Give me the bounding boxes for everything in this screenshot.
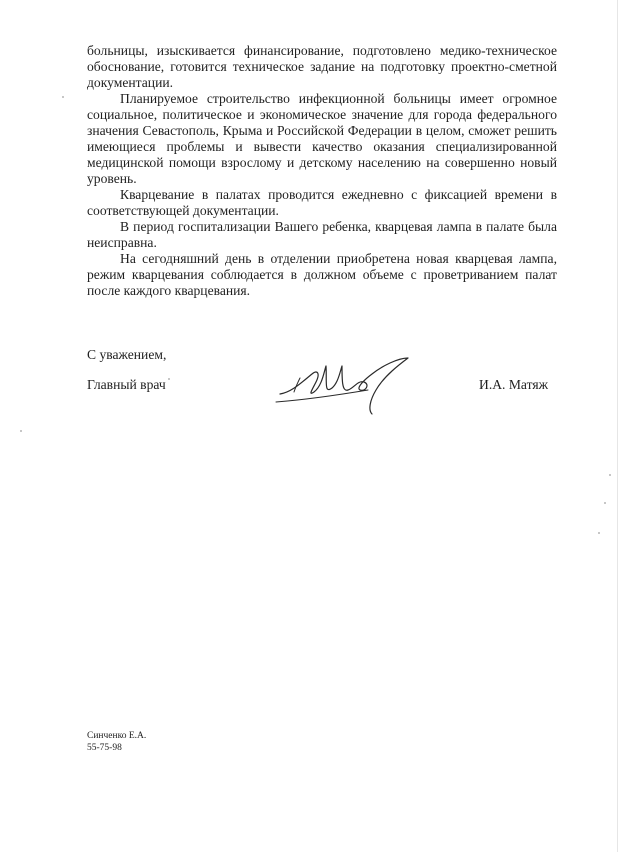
letter-body	[87, 43, 557, 299]
paragraph-continuation: больницы, изыскивается финансирование, подготовлено медико-техническое обоснование, готовится техническое задание на подготовку проектно-сметной документации.	[87, 43, 557, 90]
scan-edge	[617, 0, 618, 852]
executor-phone: 55-75-98	[87, 743, 122, 753]
paragraph-new-lamp: На сегодняшний день в отделении приобретена новая кварцевая лампа, режим кварцевания соблюдается в должном объеме с проветриванием палат после каждого кварцевания.	[87, 251, 557, 298]
executor-contact	[87, 730, 146, 754]
executor-name: Синченко Е.А.	[87, 731, 147, 741]
signer-position: Главный врач	[87, 377, 166, 392]
paragraph-construction: Планируемое строительство инфекционной больницы имеет огромное социальное, политическое и экономическое значение для города федерального значения Севастополь, Крыма и Российской Федерации в целом, сможет решить имеющиеся проблемы и вывести качество оказания специализированной медицинской помощи взрослому и детскому населению на совершенно новый уровень.	[87, 91, 557, 186]
scan-speck	[604, 502, 606, 504]
scan-speck	[598, 532, 600, 534]
closing-phrase: С уважением,	[87, 347, 167, 362]
handwritten-signature	[272, 352, 422, 422]
scan-speck	[609, 474, 611, 476]
paragraph-quartzing: Кварцевание в палатах проводится ежедневно с фиксацией времени в соответствующей документации.	[87, 187, 557, 218]
scan-speck	[20, 430, 22, 432]
signer-name: И.А. Матяж	[479, 377, 549, 392]
paragraph-lamp-faulty: В период госпитализации Вашего ребенка, кварцевая лампа в палате была неисправна.	[87, 219, 557, 250]
scan-speck	[168, 378, 170, 380]
scan-speck	[62, 96, 64, 98]
